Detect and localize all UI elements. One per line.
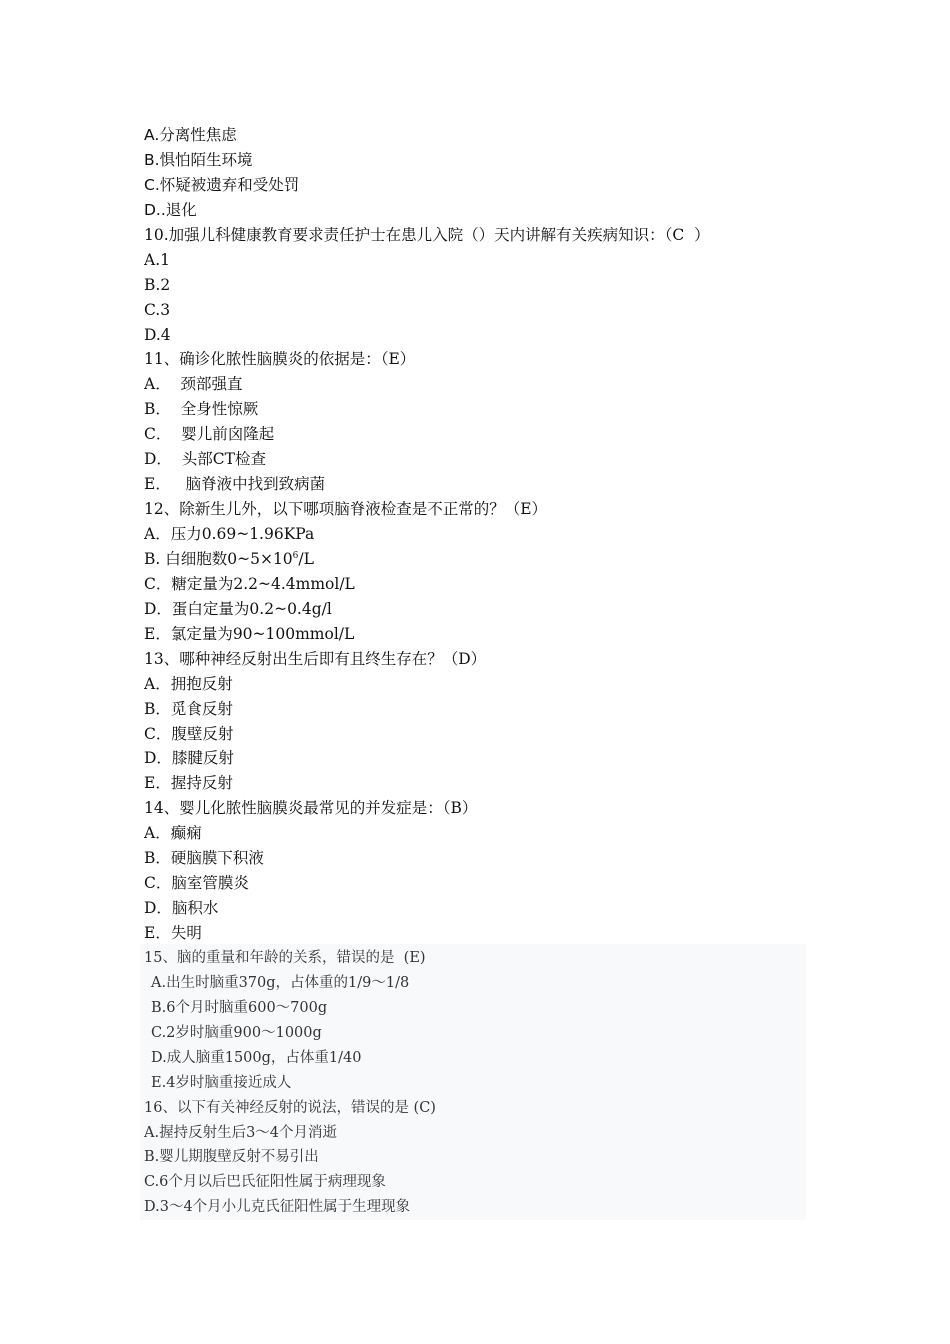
q10-question: 10.加强儿科健康教育要求责任护士在患儿入院（）天内讲解有关疾病知识：（C ） [144,225,710,244]
q10-option-b: B.2 [144,275,171,294]
q10-option-c: C.3 [144,300,171,319]
q9-option-d: D..退化 [144,200,197,219]
q12-option-d: D．蛋白定量为0.2~0.4g/l [144,599,332,618]
question-list [144,123,804,1220]
q15-question: 15、脑的重量和年龄的关系，错误的是 (E) [144,949,426,966]
q10-option-d: D.4 [144,325,171,344]
q11-option-e: E． 脑脊液中找到致病菌 [144,475,326,494]
q12-option-b-exponent: 6 [292,550,299,561]
q12-question: 12、除新生儿外，以下哪项脑脊液检查是不正常的？（E） [144,500,548,519]
q14-question: 14、婴儿化脓性脑膜炎最常见的并发症是：（B） [144,799,478,818]
q16-option-b: B.婴儿期腹壁反射不易引出 [144,1149,319,1166]
q13-option-d: D．膝腱反射 [144,749,234,768]
q10-option-a: A.1 [144,250,170,269]
q11-option-d: D． 头部CT检查 [144,450,266,469]
q9-option-b: B.惧怕陌生环境 [144,150,253,169]
q14-option-a: A．癫痫 [144,824,202,843]
q11-question: 11、确诊化脓性脑膜炎的依据是：（E） [144,350,416,369]
q13-question: 13、哪种神经反射出生后即有且终生存在？（D） [144,649,487,668]
q12-option-e: E．氯定量为90~100mmol/L [144,624,355,643]
q11-option-c: C． 婴儿前囟隆起 [144,425,275,444]
q12-option-b [144,547,804,572]
q9-option-c: C.怀疑被遗弃和受处罚 [144,175,300,194]
q16-question: 16、以下有关神经反射的说法，错误的是 (C) [144,1099,436,1116]
q11-option-b: B． 全身性惊厥 [144,400,259,419]
q15-option-d: D.成人脑重1500g，占体重1/40 [151,1049,362,1066]
q16-option-c: C.6个月以后巴氏征阳性属于病理现象 [144,1174,386,1191]
q12-option-b-unit: /L [298,549,314,568]
q13-option-c: C．腹壁反射 [144,724,234,743]
q12-option-b-text: B. 白细胞数0~5×10 [144,549,293,568]
q9-option-a: A.分离性焦虑 [144,126,237,144]
q15-option-e: E.4岁时脑重接近成人 [151,1074,292,1091]
q15-option-b: B.6个月时脑重600～700g [151,999,328,1016]
q13-option-e: E．握持反射 [144,774,233,793]
q14-option-b: B．硬脑膜下积液 [144,849,264,868]
q14-option-d: D．脑积水 [144,899,219,918]
q13-option-b: B．觅食反射 [144,699,233,718]
q12-option-a: A．压力0.69~1.96KPa [144,525,315,543]
q14-option-c: C．脑室管膜炎 [144,874,249,893]
q15-option-c: C.2岁时脑重900～1000g [151,1024,322,1041]
q16-option-d: D.3～4个月小儿克氏征阳性属于生理现象 [144,1199,411,1216]
q11-option-a: A． 颈部强直 [144,375,243,394]
q14-option-e: E．失明 [144,924,202,942]
q15-option-a: A.出生时脑重370g，占体重的1/9～1/8 [151,974,410,991]
q13-option-a: A．拥抱反射 [144,674,233,693]
q12-option-c: C．糖定量为2.2~4.4mmol/L [144,574,355,593]
q16-option-a: A.握持反射生后3～4个月消逝 [144,1124,338,1141]
